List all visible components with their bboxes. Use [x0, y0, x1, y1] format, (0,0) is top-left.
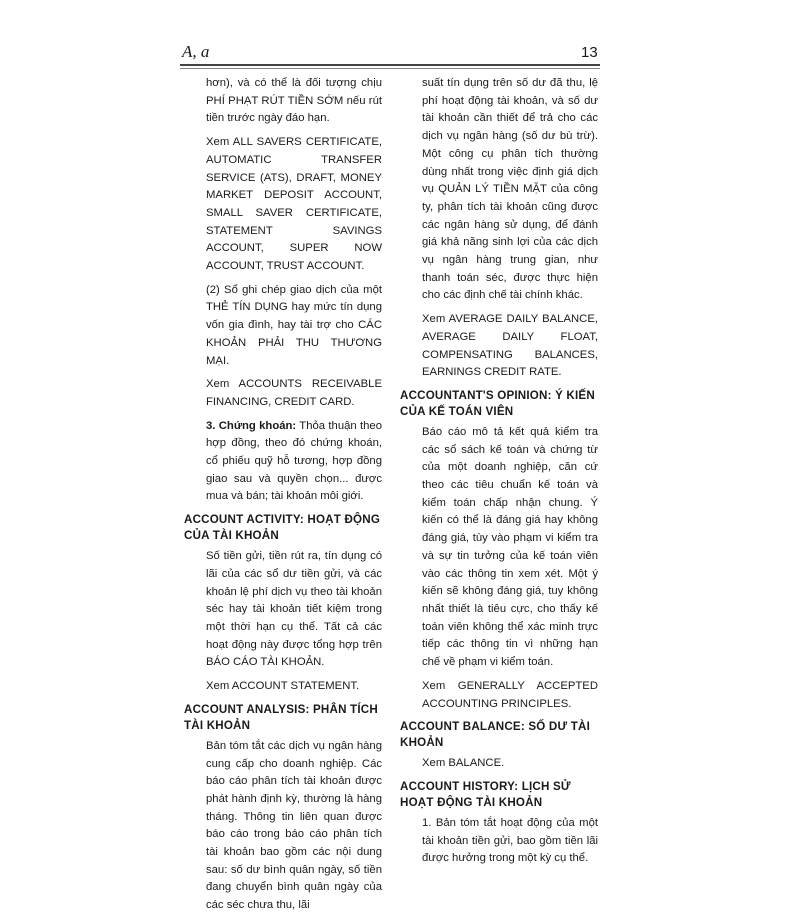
paragraph: Số tiền gửi, tiền rút ra, tín dụng có lãi của các sổ dư tiền gửi, và các khoản lệ phí dịch vụ theo tài khoản séc hay tài khoản tiết kiệm trong một thời hạn cụ thể. Tất cả các hoạt động này được tổng hợp trên BÁO CÁO TÀI KHOẢN. — [206, 550, 382, 669]
paragraph-text: Thỏa thuận theo hợp đồng, theo đó chứng khoán, cổ phiếu quỹ hỗ tương, hợp đồng giao sau và quyền chọn... được mua và bán; tài khoản môi giới. — [206, 419, 382, 503]
entry-heading: ACCOUNT ACTIVITY: HOẠT ĐỘNG CỦA TÀI KHOẢN — [184, 513, 381, 543]
left-column — [184, 75, 382, 921]
paragraph: hơn), và có thể là đối tượng chịu PHÍ PHẠT RÚT TIỀN SỚM nếu rút tiền trước ngày đáo hạn. — [206, 77, 382, 125]
paragraph: Xem ALL SAVERS CERTIFICATE, AUTOMATIC TRANSFER SERVICE (ATS), DRAFT, MONEY MARKET DEPOSIT ACCOUNT, SMALL SAVER CERTIFICATE, STATEMENT SAVINGS ACCOUNT, SUPER NOW ACCOUNT, TRUST ACCOUNT. — [206, 136, 382, 273]
paragraph-lead: 3. Chứng khoán: — [206, 419, 297, 432]
paragraph: Xem GENERALLY ACCEPTED ACCOUNTING PRINCIPLES. — [422, 679, 598, 710]
paragraph: suất tín dụng trên số dư đã thu, lệ phí hoạt động tài khoản, và số dư tài khoản cần thiết để trả cho các dịch vụ ngân hàng (số dư bù trừ). Một công cụ phân tích thường dùng nhất trong việc định giá dịch vụ QUẢN LÝ TIỀN MẶT của công ty, phân tích tài khoản cũng được các ngân hàng sử dụng, để đánh giá khả năng sinh lợi của các dịch vụ ngân hàng trung gian, như thanh toán séc, được thực hiện cho các định chế tài chính khác. — [422, 77, 598, 302]
paragraph: Xem ACCOUNTS RECEIVABLE FINANCING, CREDIT CARD. — [206, 378, 382, 408]
entry-heading: ACCOUNTANT'S OPINION: Ý KIẾN CỦA KẾ TOÁN VIÊN — [400, 388, 595, 418]
right-column — [400, 75, 598, 874]
entry-heading: ACCOUNT HISTORY: LỊCH SỬ HOẠT ĐỘNG TÀI KHOẢN — [400, 779, 571, 809]
header-rule-thin — [180, 68, 600, 69]
paragraph: 1. Bản tóm tắt hoạt động của một tài khoản tiền gửi, bao gồm tiền lãi được hưởng trong một kỳ cụ thể. — [422, 816, 598, 865]
entry-heading: ACCOUNT BALANCE: SỐ DƯ TÀI KHOẢN — [400, 720, 591, 750]
header-rule — [180, 64, 600, 66]
paragraph: Xem ACCOUNT STATEMENT. — [206, 680, 360, 693]
running-head: A, a — [182, 42, 210, 61]
paragraph — [206, 418, 382, 507]
page-number: 13 — [581, 44, 598, 61]
entry-heading: ACCOUNT ANALYSIS: PHÂN TÍCH TÀI KHOẢN — [184, 702, 378, 732]
paragraph: Báo cáo mô tả kết quả kiểm tra các sổ sách kế toán và chứng từ của một doanh nghiệp, căn cứ theo các tiêu chuẩn kế toán và kiểm toán chấp nhận chung. Ý kiến có thể là đáng giá hay không đáng giá, tùy vào phạm vi kiểm tra và sự tin tưởng của kế toán viên vào các thông tin xem xét. Một ý kiến sẽ không đáng giá, tuy không nhất thiết là tiêu cực, cho thấy kế toán viên không thể xác minh trực tiếp các thông tin vì những hạn chế về phạm vi kiểm toán. — [422, 425, 598, 669]
paragraph: Bản tóm tắt các dịch vụ ngân hàng cung cấp cho doanh nghiệp. Các báo cáo phân tích tài khoản được phát hành định kỳ, thường là hàng tháng. Thông tin liên quan được báo cáo trong báo cáo phân tích tài khoản bao gồm các nội dung sau: số dư bình quân ngày, số tiền đang chuyển bình quân ngày của các séc chưa thu, lãi — [206, 739, 382, 912]
paragraph: Xem BALANCE. — [422, 757, 505, 770]
paragraph: (2) Sổ ghi chép giao dịch của một THẺ TÍN DỤNG hay mức tín dụng vốn gia đình, hay tài trợ cho CÁC KHOẢN PHẢI THU THƯƠNG MẠI. — [206, 283, 382, 367]
paragraph: Xem AVERAGE DAILY BALANCE, AVERAGE DAILY FLOAT, COMPENSATING BALANCES, EARNINGS CREDIT RATE. — [422, 313, 598, 379]
